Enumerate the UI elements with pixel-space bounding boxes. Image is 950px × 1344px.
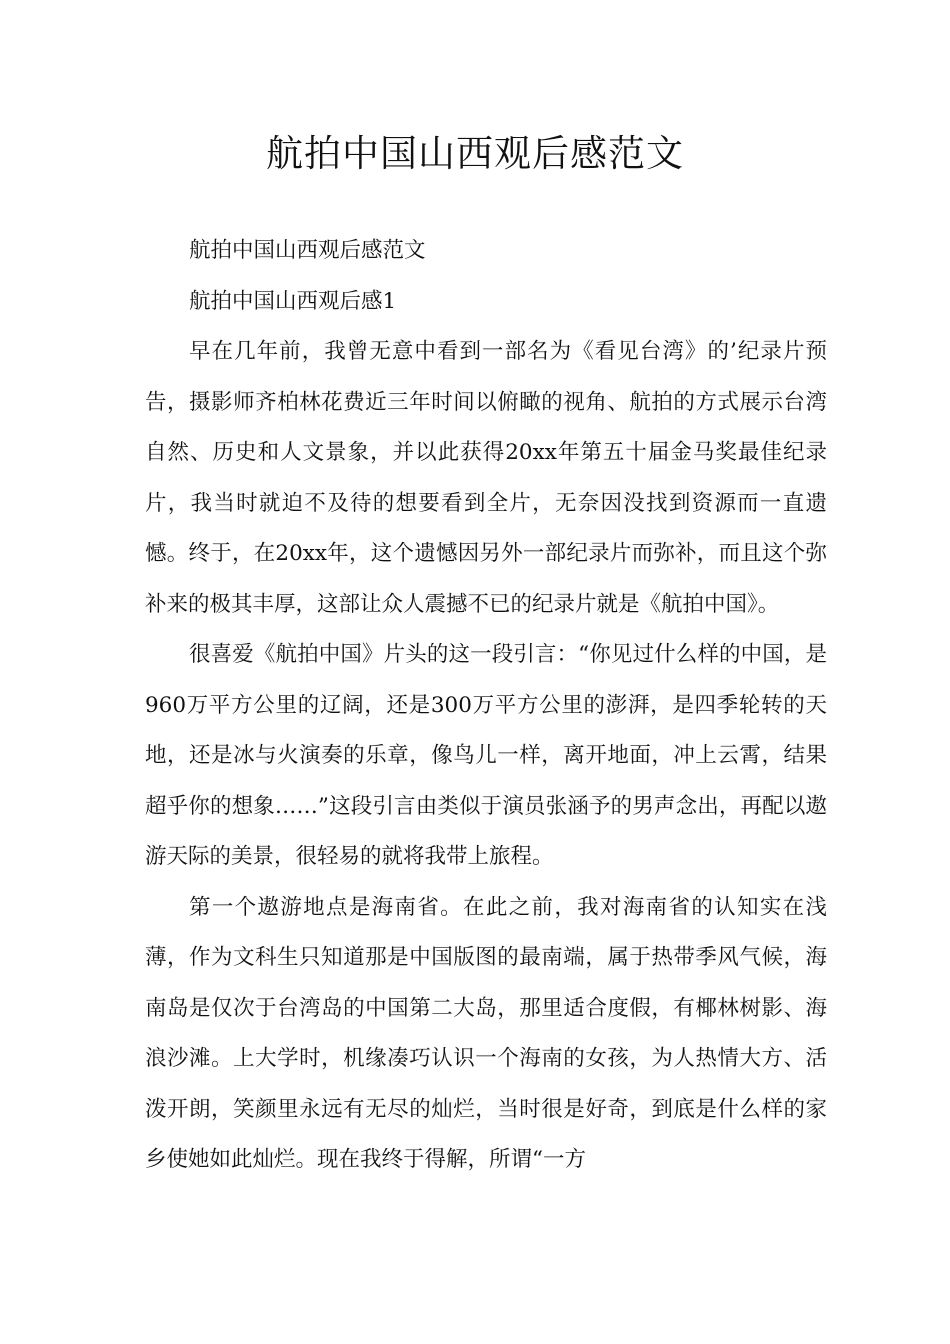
paragraph-section-heading: 航拍中国山西观后感1 — [189, 288, 397, 314]
paragraph-hainan: 第一个遨游地点是海南省。在此之前，我对海南省的认知实在浅薄，作为文科生只知道那是中国版图的最南端，属于热带季风气候，海南岛是仅次于台湾岛的中国第二大岛，那里适合度假，有椰林树影、海浪沙滩。上大学时，机缘凑巧认识一个海南的女孩，为人热情大方、活泼开朗，笑颜里永远有无尽的灿烂，当时很是好奇，到底是什么样的家乡使她如此灿烂。现在我终于得解，所谓“一方 — [145, 894, 827, 1172]
paragraph-quote: 很喜爱《航拍中国》片头的这一段引言：“你见过什么样的中国，是960万平方公里的辽阔，还是300万平方公里的澎湃，是四季轮转的天地，还是冰与火演奏的乐章，像鸟儿一样，离开地面，冲上云霄，结果超乎你的想象……”这段引言由类似于演员张涵予的男声念出，再配以遨游天际的美景，很轻易的就将我带上旅程。 — [145, 642, 827, 869]
paragraph-intro: 早在几年前，我曾无意中看到一部名为《看见台湾》的’纪录片预告，摄影师齐柏林花费近三年时间以俯瞰的视角、航拍的方式展示台湾自然、历史和人文景象，并以此获得20xx年第五十届金马奖最佳纪录片，我当时就迫不及待的想要看到全片，无奈因没找到资源而一直遗憾。终于，在20xx年，这个遗憾因另外一部纪录片而弥补，而且这个弥补来的极其丰厚，这部让众人震撼不已的纪录片就是《航拍中国》。 — [145, 339, 827, 617]
paragraph-subtitle: 航拍中国山西观后感范文 — [189, 238, 426, 263]
document-body — [145, 226, 827, 1186]
document-title: 航拍中国山西观后感范文 — [266, 132, 684, 175]
